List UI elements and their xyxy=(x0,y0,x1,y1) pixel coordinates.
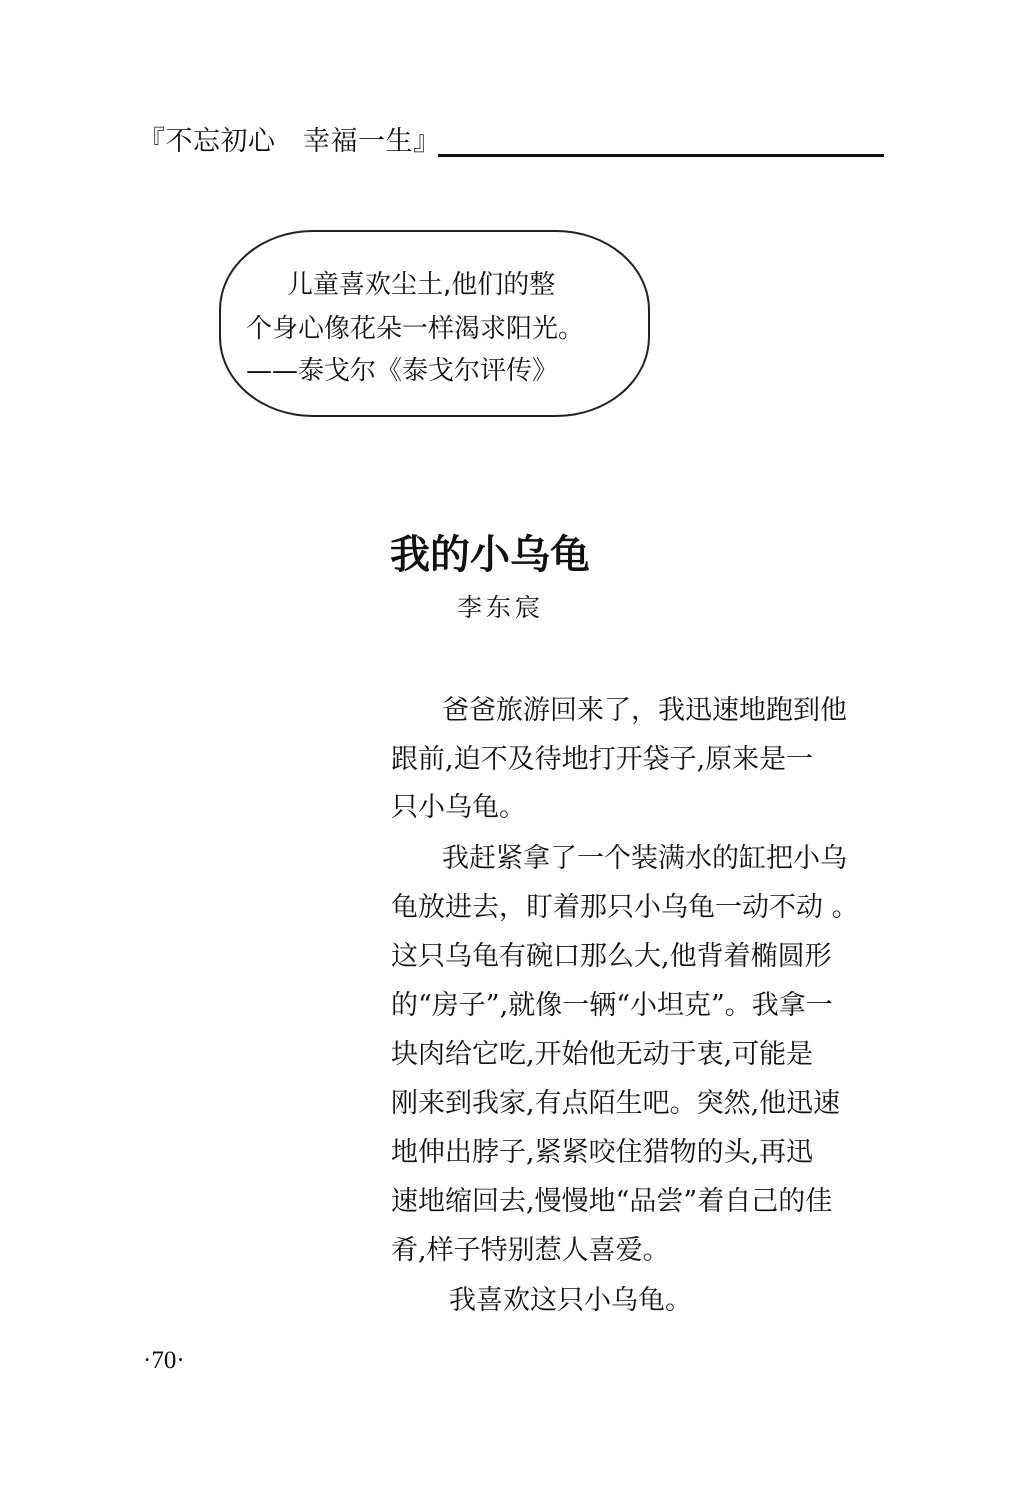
quote-line: 儿童喜欢尘土,他们的整 xyxy=(287,270,556,300)
quote-attribution: ——泰戈尔《泰戈尔评传》 xyxy=(246,356,559,386)
body-line: 的“房子”,就像一辆“小坦克”。我拿一 xyxy=(391,990,833,1021)
body-line: 爸爸旅游回来了，我迅速地跑到他 xyxy=(442,695,847,726)
article-author: 李东宸 xyxy=(457,593,545,622)
running-header xyxy=(138,124,884,164)
body-line: 我喜欢这只小乌龟。 xyxy=(449,1285,692,1316)
body-line: 我赶紧拿了一个装满水的缸把小乌 xyxy=(442,843,847,874)
body-line: 块肉给它吃,开始他无动于衷,可能是 xyxy=(391,1039,814,1070)
page-number: ·70· xyxy=(143,1347,185,1374)
body-line: 肴,样子特别惹人喜爱。 xyxy=(391,1235,670,1266)
header-title: 『不忘初心 幸福一生』 xyxy=(138,126,441,157)
quote-line: 个身心像花朵一样渴求阳光。 xyxy=(246,314,585,344)
article-title: 我的小乌龟 xyxy=(390,531,590,578)
body-line: 速地缩回去,慢慢地“品尝”着自己的佳 xyxy=(391,1186,833,1217)
body-line: 跟前,迫不及待地打开袋子,原来是一 xyxy=(391,744,814,775)
quote-box xyxy=(219,230,650,417)
body-line: 地伸出脖子,紧紧咬住猎物的头,再迅 xyxy=(391,1137,814,1168)
body-line: 这只乌龟有碗口那么大,他背着椭圆形 xyxy=(391,941,832,972)
body-line: 刚来到我家,有点陌生吧。突然,他迅速 xyxy=(391,1088,841,1119)
body-line: 龟放进去，盯着那只小乌龟一动不动 。 xyxy=(391,892,859,923)
body-line: 只小乌龟。 xyxy=(391,792,526,823)
header-rule xyxy=(438,154,884,157)
